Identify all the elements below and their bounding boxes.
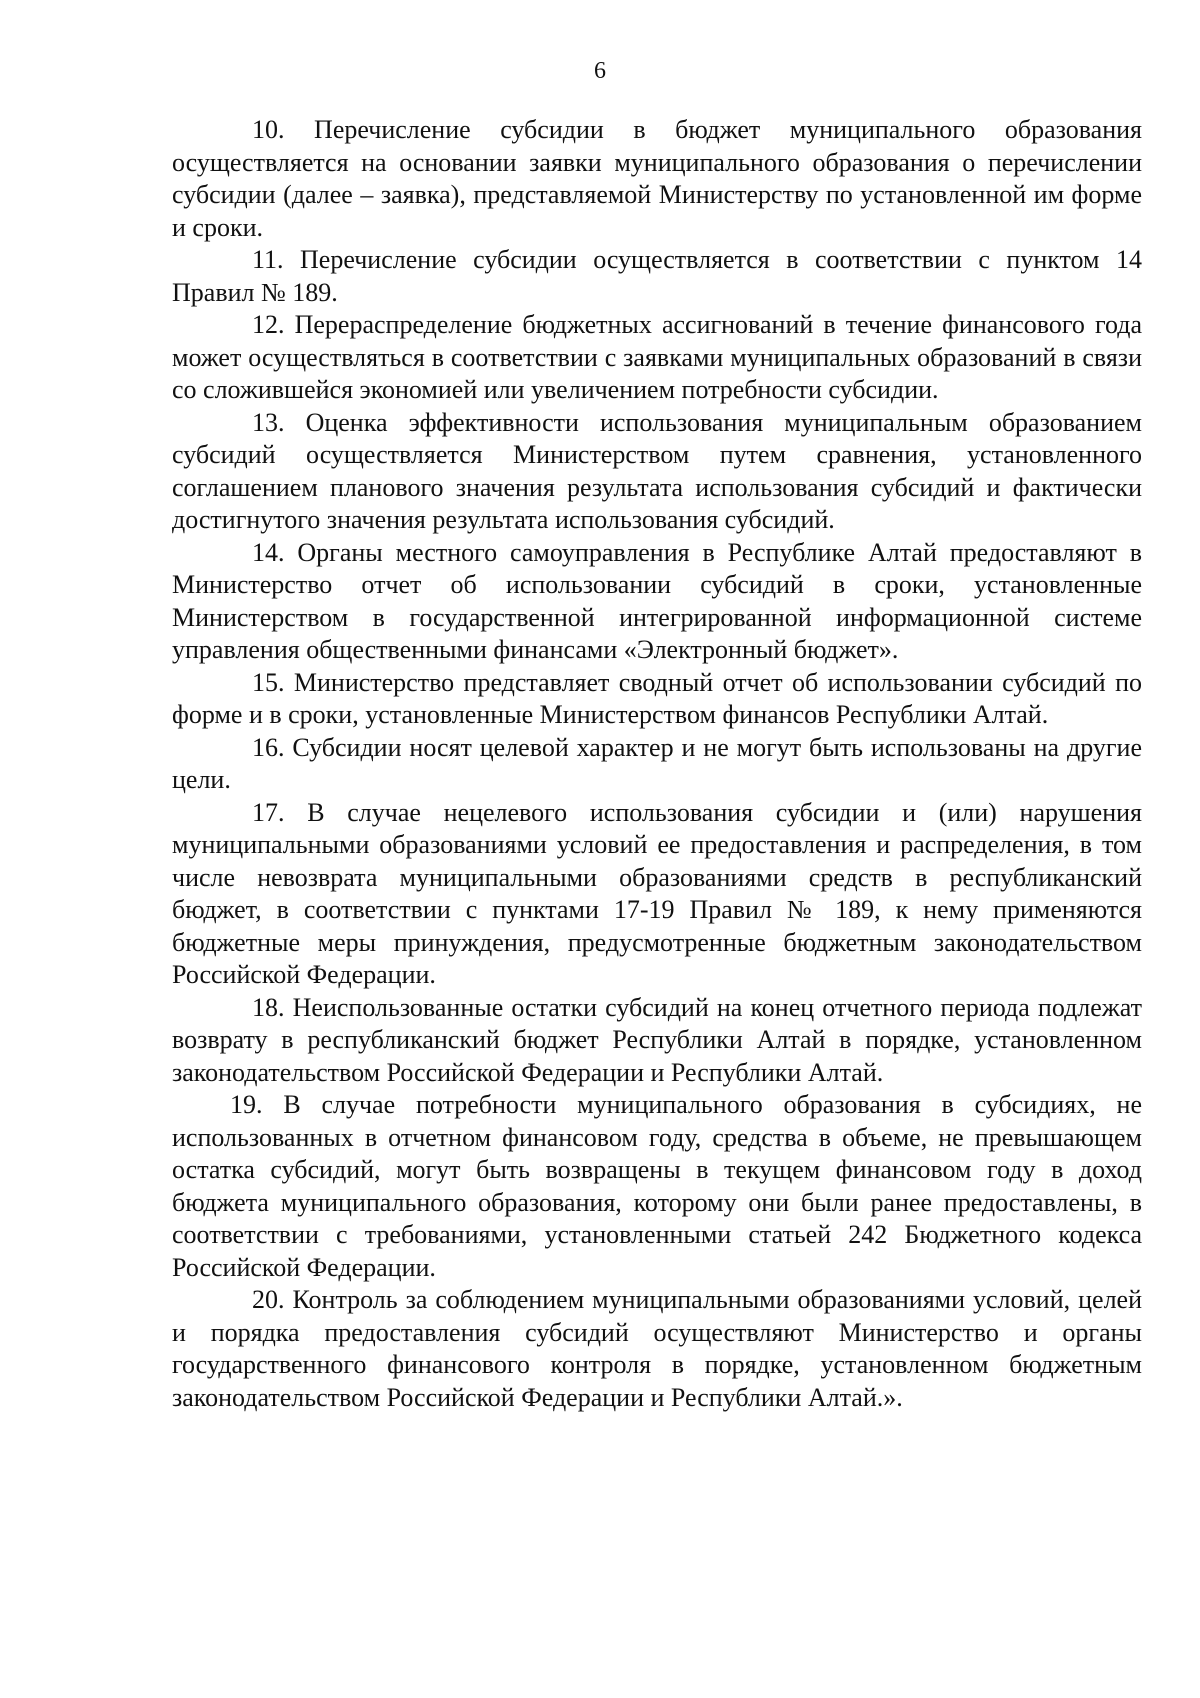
paragraph-11: 11. Перечисление субсидии осуществляется в соответствии с пунктом 14 Правил № 189. xyxy=(172,245,1142,307)
paragraph-19: 19. В случае потребности муниципального образования в субсидиях, не использованных в отчетном финансовом году, средства в объеме, не превышающем остатка субсидий, могут быть возвращены в текущем финансовом году в доход бюджета муниципального образования, которому они были ранее предоставлены, в соответствии с требованиями, установленными статьей 242 Бюджетного кодекса Российской Федерации. xyxy=(172,1090,1142,1282)
paragraph-14: 14. Органы местного самоуправления в Республике Алтай предоставляют в Министерство отчет об использовании субсидий в сроки, установленные Министерством в государственной интегрированной информационной системе управления общественными финансами «Электронный бюджет». xyxy=(172,537,1142,664)
paragraph-10: 10. Перечисление субсидии в бюджет муниципального образования осуществляется на основании заявки муниципального образования о перечислении субсидии (далее – заявка), представляемой Министерству по установленной им форме и сроки. xyxy=(172,115,1142,242)
paragraph-20: 20. Контроль за соблюдением муниципальными образованиями условий, целей и порядка предоставления субсидий осуществляют Министерство и органы государственного финансового контроля в порядке, установленном бюджетным законодательством Российской Федерации и Республики Алтай.». xyxy=(172,1285,1142,1412)
document-body xyxy=(172,114,1142,1414)
paragraph-16: 16. Субсидии носят целевой характер и не могут быть использованы на другие цели. xyxy=(172,732,1142,794)
paragraph-13: 13. Оценка эффективности использования муниципальным образованием субсидий осуществляется Министерством путем сравнения, установленного соглашением планового значения результата использования субсидий и фактически достигнутого значения результата использования субсидий. xyxy=(172,407,1142,534)
paragraph-17: 17. В случае нецелевого использования субсидии и (или) нарушения муниципальными образованиями условий ее предоставления и распределения, в том числе невозврата муниципальными образованиями средств в республиканский бюджет, в соответствии с пунктами 17-19 Правил № 189, к нему применяются бюджетные меры принуждения, предусмотренные бюджетным законодательством Российской Федерации. xyxy=(172,797,1142,989)
paragraph-15: 15. Министерство представляет сводный отчет об использовании субсидий по форме и в сроки, установленные Министерством финансов Республики Алтай. xyxy=(172,667,1142,729)
paragraph-18: 18. Неиспользованные остатки субсидий на конец отчетного периода подлежат возврату в республиканский бюджет Республики Алтай в порядке, установленном законодательством Российской Федерации и Республики Алтай. xyxy=(172,992,1142,1087)
page-number: 6 xyxy=(594,58,606,84)
paragraph-12: 12. Перераспределение бюджетных ассигнований в течение финансового года может осуществляться в соответствии с заявками муниципальных образований в связи со сложившейся экономией или увеличением потребности субсидии. xyxy=(172,310,1142,404)
